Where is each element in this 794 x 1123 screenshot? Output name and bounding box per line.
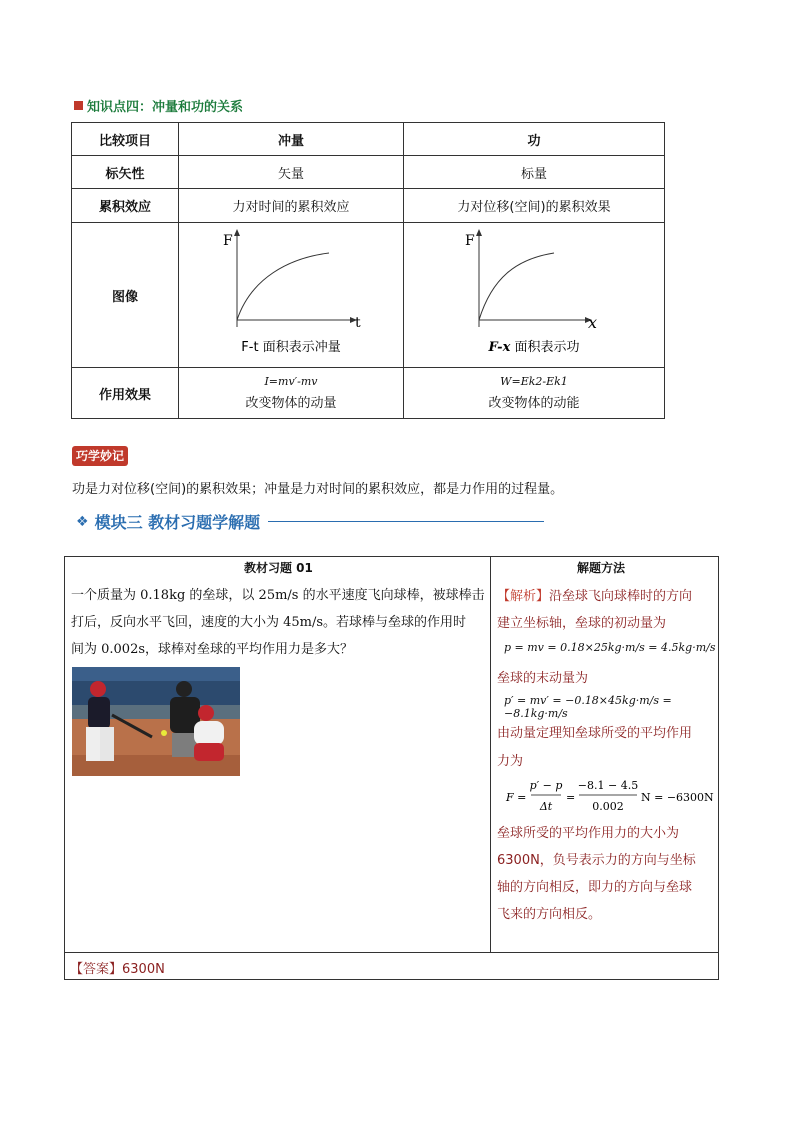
row-label-effect: 作用效果 <box>72 368 179 419</box>
solution-line-3: 垒球的末动量为 <box>497 671 589 686</box>
work-fx-graph <box>404 223 664 367</box>
row-label-accumulation: 累积效应 <box>72 189 179 223</box>
fraction-denominator-values: 0.002 <box>592 800 624 813</box>
work-caption-text: 面积表示功 <box>510 340 580 355</box>
header-impulse: 冲量 <box>179 123 404 156</box>
solution-text: 沿垒球飞向球棒时的方向 <box>549 589 693 604</box>
solution-line-5: 力为 <box>497 754 524 769</box>
solution-header: 解题方法 <box>577 561 626 575</box>
knowledge-point-title: 知识点四：冲量和功的关系 <box>87 100 244 115</box>
work-graph-caption <box>488 340 580 355</box>
impulse-effect-cell <box>179 368 404 419</box>
solution-line-8: 轴的方向相反，即力的方向与垒球 <box>497 880 693 895</box>
impulse-accumulation: 力对时间的累积效应 <box>179 189 404 223</box>
tip-text: 功是力对位移(空间)的累积效果；冲量是力对时间的累积效应，都是力作用的过程量。 <box>72 482 564 497</box>
force-result: N = −6300N <box>641 791 714 804</box>
table-row <box>72 223 665 368</box>
solution-line-7: 6300N，负号表示力的方向与坐标 <box>497 853 696 868</box>
analysis-tag: 【解析】 <box>497 589 550 604</box>
question-line: 打后，反向水平飞回，速度的大小为 45m/s。若球棒与垒球的作用时 <box>71 615 467 630</box>
question-line: 一个质量为 0.18kg 的垒球，以 25m/s 的水平速度飞向球棒，被球棒击 <box>71 588 485 603</box>
work-effect-cell <box>404 368 665 419</box>
work-curve <box>479 253 554 320</box>
y-axis-label: F <box>223 233 233 249</box>
module-heading <box>76 510 544 533</box>
x-axis-label: t <box>355 315 361 331</box>
baseball-scene-image <box>72 667 240 776</box>
work-formula: W=Ek2-Ek1 <box>500 375 568 388</box>
fraction-numerator: p′ − p <box>529 779 563 792</box>
impulse-effect: 改变物体的动量 <box>245 396 337 411</box>
double-diamond-icon: ❖ <box>76 513 89 530</box>
row-label-vector-scalar: 标矢性 <box>72 156 179 189</box>
force-fraction-formula <box>504 776 718 818</box>
tip-badge: 巧学妙记 <box>72 446 128 466</box>
solution-line-1 <box>497 585 715 604</box>
fraction-numerator-values: −8.1 − 4.5 <box>577 779 639 792</box>
work-caption-var: F-x <box>488 340 511 355</box>
table-header-row <box>72 123 665 156</box>
impulse-vector: 矢量 <box>179 156 404 189</box>
impulse-ft-graph <box>179 223 403 367</box>
solution-line-9: 飞来的方向相反。 <box>497 907 602 922</box>
impulse-curve <box>237 253 329 320</box>
answer: 【答案】6300N <box>70 962 165 977</box>
exercise-question <box>71 582 487 663</box>
work-accumulation: 力对位移(空间)的累积效果 <box>404 189 665 223</box>
exercise-header: 教材习题 01 <box>244 561 313 575</box>
fraction-denominator: Δt <box>539 800 553 813</box>
y-axis-arrow <box>234 229 240 236</box>
x-axis-label: x <box>588 313 598 332</box>
exercise-column-divider <box>490 556 491 952</box>
heading-rule <box>268 521 544 522</box>
solution-line-4: 由动量定理知垒球所受的平均作用 <box>497 726 693 741</box>
row-label-graph: 图像 <box>72 223 179 368</box>
module-title: 模块三 教材习题学解题 <box>94 513 261 532</box>
solution-line-2: 建立坐标轴，垒球的初动量为 <box>497 616 667 631</box>
exercise-answer-divider <box>64 952 719 953</box>
impulse-graph-cell <box>179 223 404 368</box>
table-row <box>72 156 665 189</box>
square-bullet-icon <box>74 101 83 110</box>
work-scalar: 标量 <box>404 156 665 189</box>
force-lhs: F = <box>506 791 527 804</box>
work-graph-cell <box>404 223 665 368</box>
formula-average-force <box>504 776 718 818</box>
baseball-photo <box>72 667 240 776</box>
formula-initial-momentum: p = mv = 0.18×25kg·m/s = 4.5kg·m/s <box>504 641 716 654</box>
knowledge-point-heading <box>74 96 243 115</box>
y-axis-label: F <box>465 233 475 249</box>
header-compare-item: 比较项目 <box>72 123 179 156</box>
table-row <box>72 189 665 223</box>
header-work: 功 <box>404 123 665 156</box>
impulse-formula: I=mv′-mv <box>264 375 318 388</box>
question-line: 间为 0.002s，球棒对垒球的平均作用力是多大？ <box>71 642 354 657</box>
formula-final-momentum: p′ = mv′ = −0.18×45kg·m/s = −8.1kg·m/s <box>504 694 672 720</box>
solution-line-6: 垒球所受的平均作用力的大小为 <box>497 826 680 841</box>
impulse-graph-caption: F-t 面积表示冲量 <box>241 340 341 355</box>
work-effect: 改变物体的动能 <box>488 396 580 411</box>
y-axis-arrow <box>476 229 482 236</box>
svg-text:=: = <box>566 791 576 804</box>
table-row <box>72 368 665 419</box>
comparison-table <box>71 122 665 419</box>
